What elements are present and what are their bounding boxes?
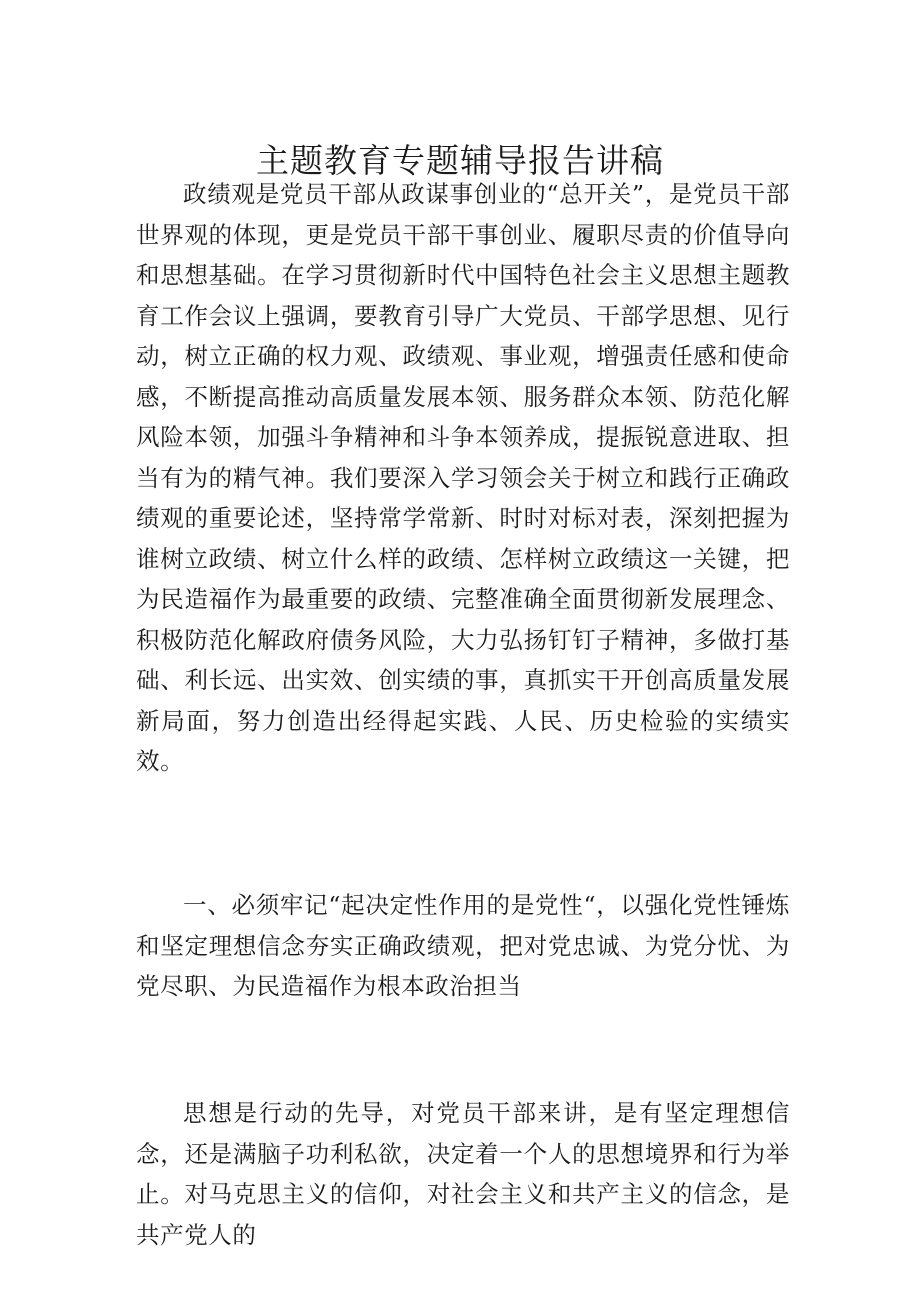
- section-one-paragraph: 思想是行动的先导，对党员干部来讲，是有坚定理想信念，还是满脑子功利私欲，决定着一个人的思想境界和行为举止。对马克思主义的信仰，对社会主义和共产主义的信念，是共产党人的: [136, 1099, 790, 1249]
- intro-paragraph: 政绩观是党员干部从政谋事创业的“总开关”，是党员干部世界观的体现，更是党员干部干事创业、履职尽责的价值导向和思想基础。在学习贯彻新时代中国特色社会主义思想主题教育工作会议上强调，要教育引导广大党员、干部学思想、见行动，树立正确的权力观、政绩观、事业观，增强责任感和使命感，不断提高推动高质量发展本领、服务群众本领、防范化解风险本领，加强斗争精神和斗争本领养成，提振锐意进取、担当有为的精气神。我们要深入学习领会关于树立和践行正确政绩观的重要论述，坚持常学常新、时时对标对表，深刻把握为谁树立政绩、树立什么样的政绩、怎样树立政绩这一关键，把为民造福作为最重要的政绩、完整准确全面贯彻新发展理念、积极防范化解政府债务风险，大力弘扬钉钉子精神，多做打基础、利长远、出实效、创实绩的事，真抓实干开创高质量发展新局面，努力创造出经得起实践、人民、历史检验的实绩实效。: [136, 180, 790, 775]
- document-title: 主题教育专题辅导报告讲稿: [256, 141, 664, 180]
- section-one-heading: 一、必须牢记“起决定性作用的是党性“，以强化党性锤炼和坚定理想信念夯实正确政绩观，把对党忠诚、为党分忧、为党尽职、为民造福作为根本政治担当: [136, 891, 790, 1000]
